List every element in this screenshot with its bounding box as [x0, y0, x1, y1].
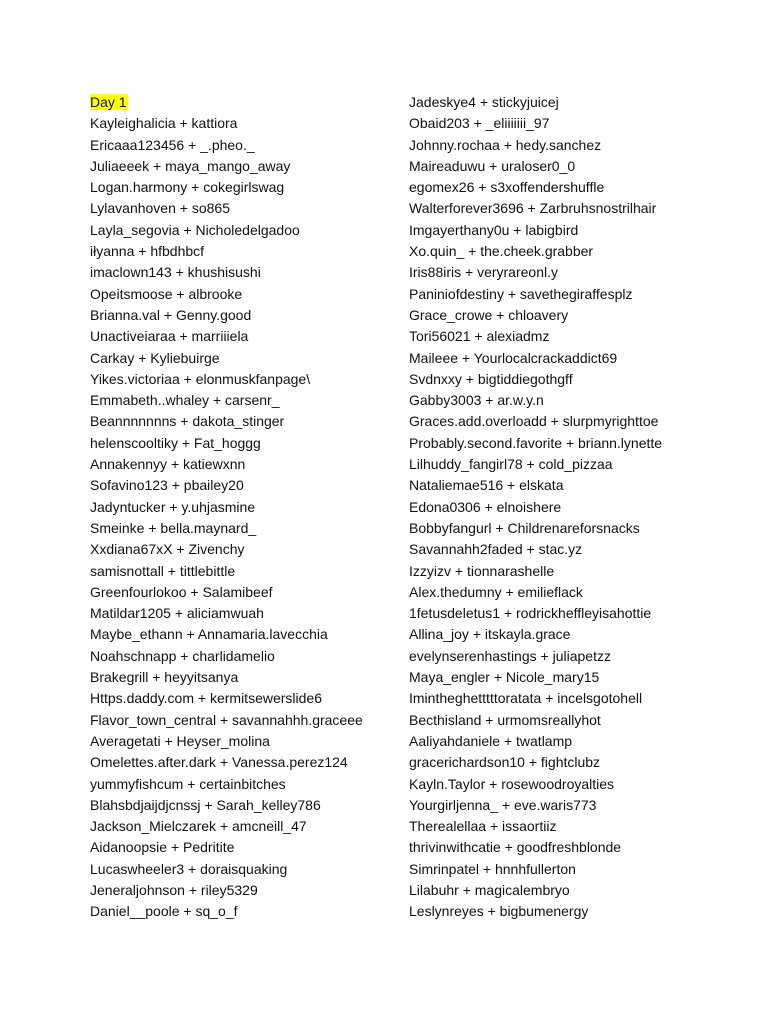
day-heading-line [90, 92, 400, 113]
pair-entry: evelynserenhastings + juliapetzz [409, 647, 611, 664]
pair-entry: Unactiveiaraa + marriiiela [90, 328, 249, 345]
pair-entry: Https.daddy.com + kermitsewerslide6 [90, 690, 322, 707]
pair-entry: Lilabuhr + magicalembryo [409, 881, 570, 898]
pair-entry: samisnottall + tittlebittle [90, 562, 236, 579]
pair-entry: Svdnxxy + bigtiddiegothgff [409, 370, 573, 387]
pair-entry: Maya_engler + Nicole_mary15 [409, 669, 600, 686]
pair-entry: Bobbyfangurl + Childrenareforsnacks [409, 519, 640, 536]
pair-entry: Jeneraljohnson + riley5329 [90, 881, 258, 898]
pair-entry: Brianna.val + Genny.good [90, 306, 252, 323]
pair-entry: Brakegrill + heyyitsanya [90, 669, 239, 686]
left-column [90, 92, 400, 923]
pair-entry: Logan.harmony + cokegirlswag [90, 179, 285, 196]
pair-entry: Leslynreyes + bigbumenergy [409, 903, 589, 920]
pair-entry: Daniel__poole + sq_o_f [90, 903, 238, 920]
pair-entry: Xo.quin_ + the.cheek.grabber [409, 243, 594, 260]
pair-entry: Simrinpatel + hnnhfullerton [409, 860, 576, 877]
pair-entry: Maireaduwu + uraloser0_0 [409, 157, 576, 174]
pair-entry: yummyfishcum + certainbitches [90, 775, 286, 792]
pair-entry: Therealellaa + issaortiiz [409, 818, 557, 835]
pair-entry: Lilhuddy_fangirl78 + cold_pizzaa [409, 456, 613, 473]
pair-entry: Kayln.Taylor + rosewoodroyalties [409, 775, 615, 792]
pair-entry: Maileee + Yourlocalcrackaddict69 [409, 349, 618, 366]
pair-entry: Kayleighalicia + kattiora [90, 115, 238, 132]
right-column [409, 92, 709, 923]
pair-entry: thrivinwithcatie + goodfreshblonde [409, 839, 622, 856]
pair-entry: Iris88iris + veryrareonl.y [409, 264, 558, 281]
pair-entry: Ericaaa123456 + _.pheo._ [90, 136, 255, 153]
pair-entry: egomex26 + s3xoffendershuffle [409, 179, 605, 196]
pair-entry: Juliaeeek + maya_mango_away [90, 157, 291, 174]
pair-entry: Beannnnnnns + dakota_stinger [90, 413, 285, 430]
pair-entry: Nataliemae516 + elskata [409, 477, 564, 494]
pair-entry: Savannahh2faded + stac.yz [409, 541, 583, 558]
pair-entry: Yourgirljenna_ + eve.waris773 [409, 796, 597, 813]
pair-entry: Yikes.victoriaa + elonmuskfanpage\ [90, 370, 311, 387]
pair-entry: Grace_crowe + chloavery [409, 306, 569, 323]
pair-entry: Flavor_town_central + savannahhh.graceee [90, 711, 363, 728]
pair-entry: Layla_segovia + Nicholedelgadoo [90, 221, 300, 238]
pair-entry: Smeinke + bella.maynard_ [90, 519, 257, 536]
pair-entry: Aidanoopsie + Pedritite [90, 839, 235, 856]
pair-entry: Maybe_ethann + Annamaria.lavecchia [90, 626, 328, 643]
pair-entry: iłyanna + hfbdhbcf [90, 243, 205, 260]
pair-entry: Edona0306 + elnoishere [409, 498, 562, 515]
pair-entry: Carkay + Kyliebuirge [90, 349, 220, 366]
pair-entry: Walterforever3696 + Zarbruhsnostrilhair [409, 200, 657, 217]
pair-entry: gracerichardson10 + fightclubz [409, 754, 601, 771]
pair-entry: Allina_joy + itskayla.grace [409, 626, 571, 643]
pair-entry: Omelettes.after.dark + Vanessa.perez124 [90, 754, 348, 771]
pair-entry: Paniniofdestiny + savethegiraffesplz [409, 285, 633, 302]
pair-entry: Emmabeth..whaley + carsenr_ [90, 392, 280, 409]
pair-entry: Probably.second.favorite + briann.lynette [409, 434, 663, 451]
pair-entry: Lylavanhoven + so865 [90, 200, 230, 217]
pair-entry: Aaliyahdaniele + twatlamp [409, 732, 573, 749]
pair-entry: Becthisland + urmomsreallyhot [409, 711, 601, 728]
pair-entry: Averagetati + Heyser_molina [90, 732, 270, 749]
pair-entry: Imintheghetttttoratata + incelsgotohell [409, 690, 643, 707]
pair-entry: Opeitsmoose + albrooke [90, 285, 243, 302]
pair-entry: Graces.add.overloadd + slurpmyrighttoe [409, 413, 659, 430]
pair-entry: Jadeskye4 + stickyjuicej [409, 94, 559, 110]
pair-entry: Matildar1205 + aliciamwuah [90, 605, 264, 622]
pair-entry: Imgayerthany0u + labigbird [409, 221, 579, 238]
pair-entry: helenscooltiky + Fat_hoggg [90, 434, 261, 451]
pair-entry: Izzyizv + tionnarashelle [409, 562, 555, 579]
pair-entry: Tori56021 + alexiadmz [409, 328, 550, 345]
pair-entry: Annakennyy + katiewxnn [90, 456, 246, 473]
pair-entry: Noahschnapp + charlidamelio [90, 647, 275, 664]
pair-entry: Alex.thedumny + emilieflack [409, 583, 583, 600]
pair-entry: Jadyntucker + y.uhjasmine [90, 498, 256, 515]
pair-entry: imaclown143 + khushisushi [90, 264, 261, 281]
pair-entry: Sofavino123 + pbailey20 [90, 477, 244, 494]
pair-entry: Blahsbdjaijdjcnssj + Sarah_kelley786 [90, 796, 321, 813]
pair-entry: 1fetusdeletus1 + rodrickheffleyisahottie [409, 605, 652, 622]
pair-entry: Johnny.rochaa + hedy.sanchez [409, 136, 602, 153]
pair-entry: Jackson_Mielczarek + amcneill_47 [90, 818, 307, 835]
pair-entry: Obaid203 + _eliiiiiii_97 [409, 115, 550, 132]
pair-entry: Xxdiana67xX + Zivenchy [90, 541, 245, 558]
day-heading: Day 1 [90, 94, 127, 110]
pair-entry: Lucaswheeler3 + doraisquaking [90, 860, 288, 877]
pair-entry: Greenfourlokoo + Salamibeef [90, 583, 273, 600]
pair-entry: Gabby3003 + ar.w.y.n [409, 392, 544, 409]
